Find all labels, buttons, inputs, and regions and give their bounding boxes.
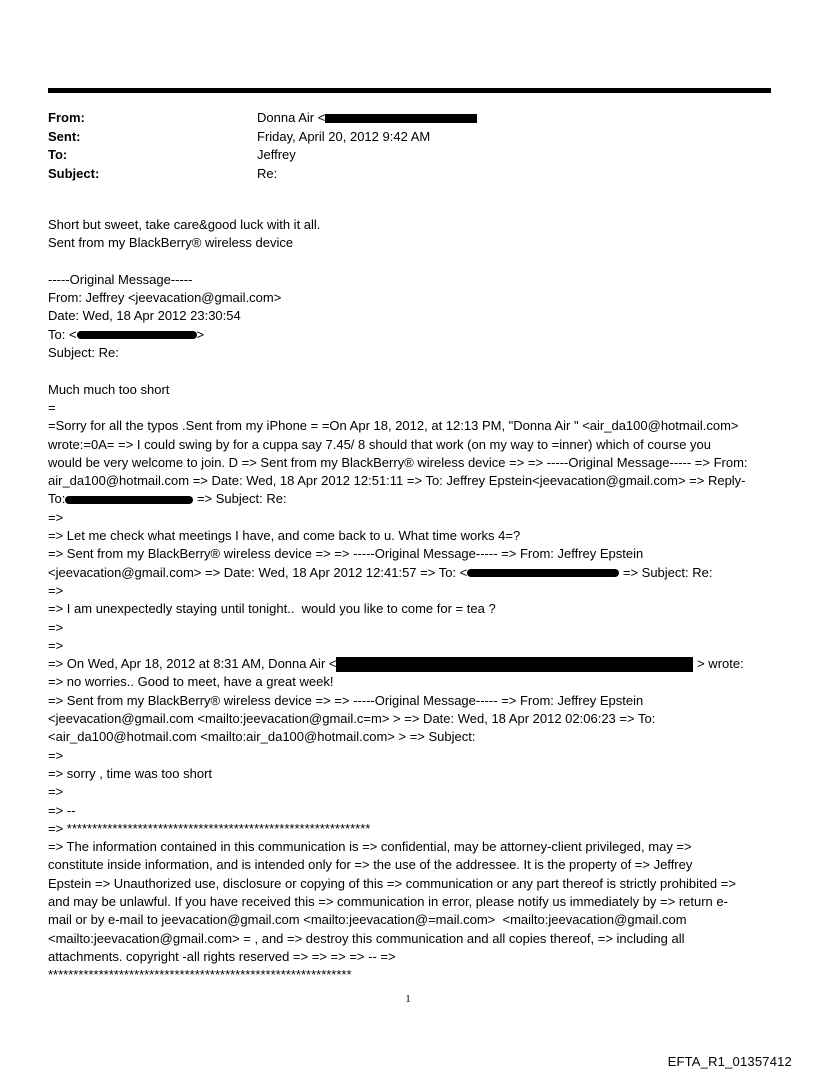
body-line: =Sorry for all the typos .Sent from my iPhone = =On Apr 18, 2012, at 12:13 PM, "Donna Air " <air_da100@hotmail.com> [48, 418, 739, 434]
body-line: -----Original Message----- [48, 271, 193, 287]
email-header [48, 109, 477, 183]
body-line: air_da100@hotmail.com => Date: Wed, 18 Apr 2012 12:51:11 => To: Jeffrey Epstein<jeevacation@gmail.com> => Reply- [48, 473, 746, 489]
email-body [48, 216, 778, 984]
body-line: Short but sweet, take care&good luck with it all. [48, 217, 321, 232]
sent-row [48, 128, 477, 147]
sent-value: Friday, April 20, 2012 9:42 AM [257, 128, 431, 144]
body-line: => Let me check what meetings I have, and come back to u. What time works 4=? [48, 528, 521, 544]
to-row [48, 146, 477, 165]
body-line [48, 655, 778, 673]
body-line: and may be unlawful. If you have received this => communication in error, please notify us immediately by => return e- [48, 893, 728, 909]
body-text: To: < [48, 326, 77, 342]
body-line: constitute inside information, and is intended only for => the use of the addressee. It is the property of => Jeffrey [48, 857, 693, 873]
header-rule [48, 88, 771, 93]
redaction-bar [325, 114, 477, 123]
body-line: = [48, 399, 56, 415]
body-line [48, 564, 778, 582]
body-text: => Subject: Re: [619, 564, 713, 580]
body-text: To: [48, 491, 66, 507]
body-text: > wrote: [693, 656, 744, 672]
body-line: => Sent from my BlackBerry® wireless device => => -----Original Message----- => From: Jeffrey Epstein [48, 546, 644, 562]
document-id: EFTA_R1_01357412 [667, 1054, 792, 1069]
body-line: would be very welcome to join. D => Sent from my BlackBerry® wireless device => => -----Original Message----- => From: [48, 454, 748, 470]
subject-row [48, 165, 477, 184]
subject-label: Subject: [48, 165, 100, 181]
body-line: From: Jeffrey <jeevacation@gmail.com> [48, 290, 282, 306]
body-line: ************************************************************ [48, 967, 352, 983]
body-line: Epstein => Unauthorized use, disclosure or copying of this => communication or any part thereof is strictly prohibited => [48, 875, 736, 891]
page-number: 1 [405, 993, 411, 1005]
sent-label: Sent: [48, 128, 81, 144]
redaction-bar [65, 496, 193, 504]
body-text: => On Wed, Apr 18, 2012 at 8:31 AM, Donna Air < [48, 656, 337, 672]
body-line: Subject: Re: [48, 345, 119, 361]
body-line [48, 490, 778, 508]
body-line: => [48, 509, 64, 525]
body-line: Date: Wed, 18 Apr 2012 23:30:54 [48, 308, 241, 324]
body-line: attachments. copyright -all rights reserved => => => => -- => [48, 948, 396, 964]
body-line: mail or by e-mail to jeevacation@gmail.com <mailto:jeevacation@=mail.com> <mailto:jeevacation@gmail.com [48, 912, 687, 928]
subject-value: Re: [257, 165, 278, 181]
body-line: Much much too short [48, 381, 170, 397]
body-line: => -- [48, 802, 76, 818]
body-line: => Sent from my BlackBerry® wireless device => => -----Original Message----- => From: Jeffrey Epstein [48, 692, 644, 708]
body-line: <mailto:jeevacation@gmail.com> = , and => destroy this communication and all copies thereof, => including all [48, 930, 685, 946]
to-value: Jeffrey [257, 147, 296, 162]
body-line: => sorry , time was too short [48, 765, 213, 781]
body-line: => [48, 747, 64, 763]
body-line: => I am unexpectedly staying until tonight.. would you like to come for = tea ? [48, 601, 496, 617]
redaction-bar [467, 569, 619, 577]
redaction-bar [336, 657, 693, 672]
body-line: <air_da100@hotmail.com <mailto:air_da100@hotmail.com> > => Subject: [48, 729, 476, 745]
body-line: => [48, 637, 64, 653]
body-line: => [48, 582, 64, 598]
body-line [48, 326, 778, 344]
body-text: => Subject: Re: [193, 491, 287, 507]
from-label: From: [48, 110, 85, 125]
body-line: => no worries.. Good to meet, have a great week! [48, 674, 334, 690]
to-label: To: [48, 147, 68, 162]
from-value: Donna Air < [257, 110, 326, 125]
body-line: <jeevacation@gmail.com <mailto:jeevacation@gmail.c=m> > => Date: Wed, 18 Apr 2012 02:06:23 => To: [48, 711, 656, 727]
body-line: => [48, 619, 64, 635]
body-line: => [48, 784, 64, 800]
body-line: => ************************************************************ [48, 820, 371, 836]
redaction-bar [77, 331, 197, 339]
from-row [48, 109, 477, 128]
body-line: wrote:=0A= => I could swing by for a cuppa say 7.45/ 8 should that work (on my way to =inner) which of course you [48, 436, 711, 452]
body-text: > [196, 326, 205, 342]
body-text: <jeevacation@gmail.com> => Date: Wed, 18 Apr 2012 12:41:57 => To: < [48, 564, 468, 580]
body-line: Sent from my BlackBerry® wireless device [48, 235, 294, 251]
body-line: => The information contained in this communication is => confidential, may be attorney-client privileged, may => [48, 839, 692, 855]
